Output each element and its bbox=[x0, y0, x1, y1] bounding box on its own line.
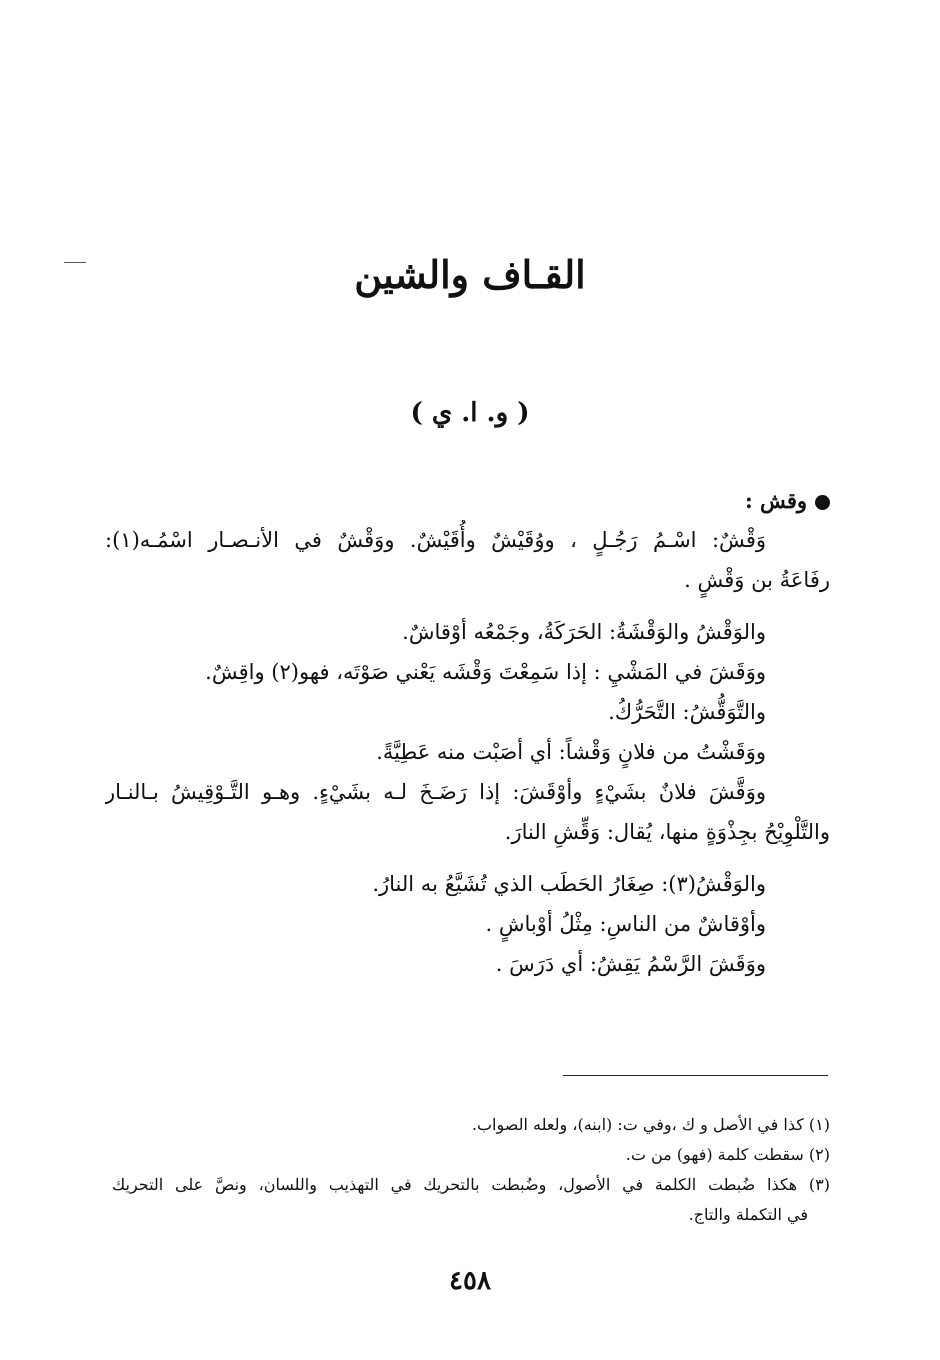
entry-line: ووَقَشَ في المَشْيِ : إذا سَمِعْتَ وَقْشَه يَعْني صَوْتَه، فهو(٢) واقِشٌ. bbox=[205, 660, 766, 684]
footnote: (٣) هكذا ضُبطت الكلمة في الأصول، وضُبطت بالتحريك في التهذيب واللسان، ونصَّ على التحريك bbox=[112, 1175, 830, 1194]
footnote: (٢) سقطت كلمة (فهو) من ت. bbox=[625, 1145, 830, 1164]
entry-line: والتَّوَقُّشُ: التَّحَرُّكُ. bbox=[608, 700, 766, 724]
entry-headword bbox=[105, 482, 830, 520]
footnote: (١) كذا في الأصل و ك ،وفي ت: (ابنه)، ولعله الصواب. bbox=[471, 1115, 830, 1134]
entry-line: وَقْشٌ: اسْـمُ رَجُـلٍ ، ووُقَيْشٌ وأُقَيْشٌ. ووَقْشٌ في الأنـصـار اسْمُـه(١): bbox=[105, 528, 766, 552]
entry-line: رفَاعَةُ بن وَقْشٍ . bbox=[684, 568, 830, 592]
entry-line: وأوْقاشٌ من الناسِ: مِثْلُ أوْباشٍ . bbox=[485, 912, 766, 936]
dictionary-entry bbox=[105, 482, 830, 984]
headword-text: وقش : bbox=[744, 488, 807, 513]
bullet-icon bbox=[815, 495, 830, 510]
root-heading: ( و. ا. ي ) bbox=[410, 398, 530, 428]
entry-line: ووَقَّشَ فلانٌ بشَيْءٍ وأوْقَشَ: إذا رَضَـخَ لـه بشَيْءٍ. وهـو التَّـوْقِيشُ بـالنـار bbox=[105, 780, 766, 804]
entry-line: ووَقَشَ الرَّسْمُ يَقِشُ: أي دَرَسَ . bbox=[495, 952, 766, 976]
entry-line: والوَقْشُ(٣): صِغَارُ الحَطَب الذي تُشَيَّعُ به النارُ. bbox=[372, 872, 766, 896]
chapter-title: القـاف والشين bbox=[354, 252, 586, 297]
entry-line: ووَقَشْتُ من فلانٍ وَقْشاً: أي أصَبْت منه عَطِيَّةً. bbox=[376, 740, 766, 764]
entry-line: والوَقْشُ والوَقْشَةُ: الحَرَكَةُ، وجَمْعُه أوْقاشٌ. bbox=[402, 620, 766, 644]
page-number: ٤٥٨ bbox=[449, 1266, 491, 1296]
footnotes bbox=[112, 1110, 830, 1230]
footnote-divider bbox=[563, 1075, 828, 1076]
entry-line: والتَّلْوِيْحُ بجِذْوَةٍ منها، يُقال: وَقِّشِ النارَ. bbox=[504, 820, 830, 844]
footnote-continuation: في التكملة والتاج. bbox=[688, 1205, 808, 1224]
